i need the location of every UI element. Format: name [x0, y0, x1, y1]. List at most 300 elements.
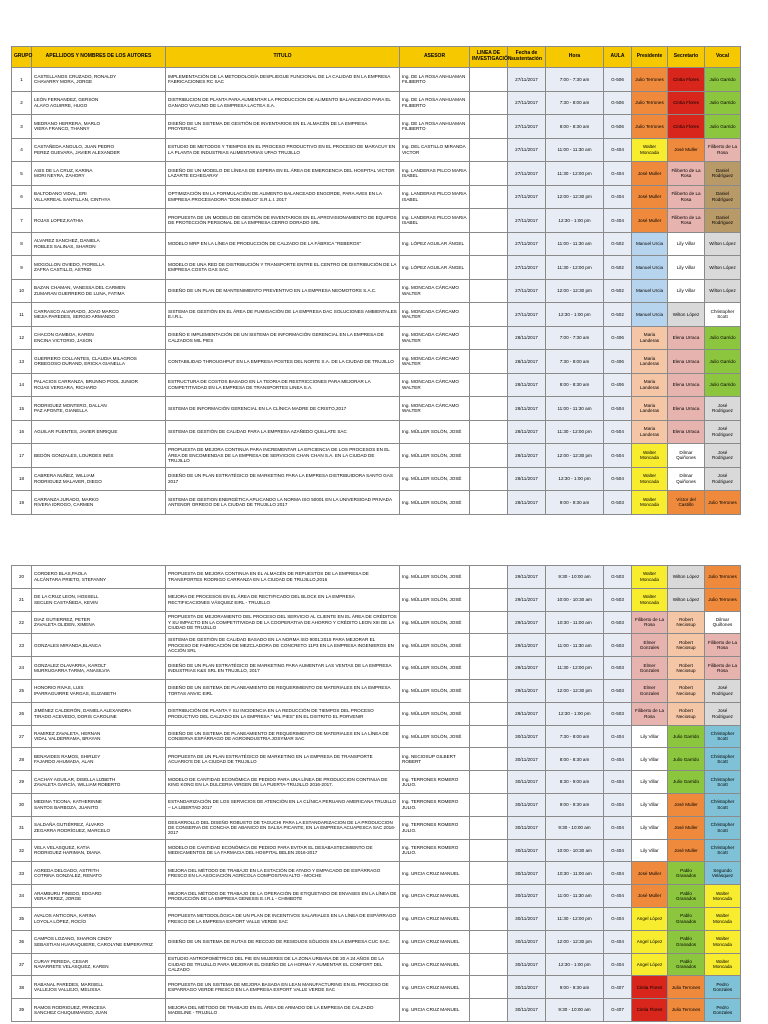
schedule-table-top — [11, 46, 741, 515]
authors-cell: CHACON GAMBOA, KAREN ENCINA VICTORIO, JASON — [32, 326, 166, 350]
col-header-linea: LINEA DE INVESTIGACIÓN — [470, 47, 508, 68]
secretary-cell: Pablo Granados — [668, 930, 705, 953]
group-number: 5 — [12, 162, 32, 186]
room-cell: G-502 — [604, 303, 632, 327]
time-cell: 11:00 - 11:30 am — [546, 885, 604, 908]
secretary-cell: Julio Terrones — [668, 976, 705, 999]
time-cell: 11:00 - 11:30 am — [546, 232, 604, 256]
table-row — [12, 373, 741, 397]
president-cell: Lily Villar — [632, 725, 668, 748]
defense-date-cell: 29/11/2017 — [508, 634, 546, 657]
advisor-cell: Ing. TERRONES ROMERO JULIO. — [400, 816, 470, 839]
table-row — [12, 588, 741, 611]
vocal-cell: José Rodriguez — [705, 702, 741, 725]
group-number: 21 — [12, 588, 32, 611]
room-cell: G-404 — [604, 953, 632, 976]
authors-cell: HONORIO RIVAS, LUIS IPARRAGUIRRE VARGAS, ELIZABETH — [32, 679, 166, 702]
defense-date-cell: 28/11/2017 — [508, 420, 546, 444]
table-row — [12, 679, 741, 702]
group-number: 34 — [12, 885, 32, 908]
authors-cell: CAMPOS LOZANO, SHARON CINDY SEBASTIAN HUARAQUIERE, CAROLYNE EMPERATRIZ — [32, 930, 166, 953]
vocal-cell: Julio Garrido — [705, 326, 741, 350]
defense-date-cell: 28/11/2017 — [508, 467, 546, 491]
time-cell: 8:00 - 8:30 am — [546, 115, 604, 139]
authors-cell: CARRASCO ALVARADO, JOAO MARCO MEJIA PAREDES, SERGIO ARMANDO — [32, 303, 166, 327]
advisor-cell: Ing. MÜLLER SOLÓN, JOSÉ — [400, 634, 470, 657]
col-header-asesor: ASESOR — [400, 47, 470, 68]
research-line-cell — [470, 611, 508, 634]
authors-cell: CASTAÑEDA ANGULO, JUAN PEDRO PEREZ GUEVARA, JAVIER ALEXANDER — [32, 138, 166, 162]
vocal-cell: Julio Terrones — [705, 491, 741, 515]
secretary-cell: Julio Garrido — [668, 748, 705, 771]
thesis-title-cell: DISEÑO DE UN PLAN ESTRATÉGICO DE MARKETING PARA AUMENTAR LAS VENTAS DE LA EMPRESA INDUSTRIAS K&S SRL EN TRUJILLO, 2017 — [166, 657, 400, 680]
room-cell: G-504 — [604, 467, 632, 491]
defense-date-cell: 27/11/2017 — [508, 91, 546, 115]
advisor-cell: Ing. LÓPEZ AGUILAR ÁNGEL — [400, 256, 470, 280]
secretary-cell: Cintia Flores — [668, 91, 705, 115]
thesis-title-cell: PROPUESTA DE MEJORA CONTINUA EN EL ALMACÉN DE REPUESTOS DE LA EMPRESA DE TRANSPORTES RODRIGO CARRANZA EN LA CIUDAD DE TRUJILLO,2016 — [166, 566, 400, 589]
defense-date-cell: 29/11/2017 — [508, 611, 546, 634]
time-cell: 11:30 - 12:00 pm — [546, 657, 604, 680]
thesis-title-cell: MEJORA DE PROCESOS EN EL ÁREA DE RECTIFICADO DEL BLOCK EN LA EMPRESA RECTIFICACIONES VÁSQUEZ EIRL - TRUJILLO — [166, 588, 400, 611]
president-cell: Lily Villar — [632, 748, 668, 771]
president-cell: Walter Moncada — [632, 566, 668, 589]
time-cell: 9:30 - 10:00 am — [546, 566, 604, 589]
secretary-cell: Robert Neciosup — [668, 679, 705, 702]
table-row — [12, 930, 741, 953]
group-number: 4 — [12, 138, 32, 162]
vocal-cell: Christopher Scott — [705, 771, 741, 794]
authors-cell: CABRERA NUÑEZ, WILLIAM RODRIGUEZ MALAVER, DIEGO — [32, 467, 166, 491]
secretary-cell: Robert Neciosup — [668, 702, 705, 725]
time-cell: 8:30 - 9:00 am — [546, 771, 604, 794]
advisor-cell: Ing. LANDERAS PILCO MARIA ISABEL — [400, 209, 470, 233]
research-line-cell — [470, 256, 508, 280]
advisor-cell: Ing. TERRONES ROMERO JULIO. — [400, 839, 470, 862]
time-cell: 7:00 - 7:30 am — [546, 326, 604, 350]
defense-date-cell: 28/11/2017 — [508, 491, 546, 515]
group-number: 14 — [12, 373, 32, 397]
table-row — [12, 397, 741, 421]
defense-date-cell: 27/11/2017 — [508, 256, 546, 280]
president-cell: Angel López — [632, 907, 668, 930]
advisor-cell: Ing. MÜLLER SOLÓN, JOSÉ — [400, 725, 470, 748]
authors-cell: SALDAÑA GUTIÉRREZ, ÁLVARO ZEGARRA RODRÍGUEZ, MARCELO — [32, 816, 166, 839]
research-line-cell — [470, 816, 508, 839]
research-line-cell — [470, 232, 508, 256]
table-row — [12, 279, 741, 303]
president-cell: Lily Villar — [632, 771, 668, 794]
time-cell: 12:30 - 1:00 pm — [546, 953, 604, 976]
vocal-cell: Daniel Rodríguez — [705, 209, 741, 233]
secretary-cell: Pablo Granados — [668, 953, 705, 976]
thesis-title-cell: DISEÑO DE UN SISTEMA DE PLANEAMIENTO DE REQUERIMIENTO DE MATERIALES EN LA EMPRESA TORTAS ANVIC EIRL — [166, 679, 400, 702]
room-cell: G-404 — [604, 748, 632, 771]
table-row — [12, 162, 741, 186]
advisor-cell: Ing. MÜLLER SOLÓN, JOSÉ — [400, 611, 470, 634]
thesis-title-cell: PROPUESTA DE UN PLAN ESTRATÉGICO DE MARKETING EN LA EMPRESA DE TRANSPORTE ACUARIO'S DE LA CIUDAD DE TRUJILLO — [166, 748, 400, 771]
advisor-cell: Ing. DE LA ROSA ANHUAMAN FILIBERTO — [400, 68, 470, 92]
secretary-cell: Elena Urraca — [668, 420, 705, 444]
thesis-title-cell: MEJORA DEL MÉTODO DE TRABAJO DE LA OPERACIÓN DE ETIQUETADO DE ENVASES EN LA LÍNEA DE PRODUCCIÓN DE LA EMPRESA GENESIS E.I.R.L - CHIMBOTE — [166, 885, 400, 908]
group-number: 20 — [12, 566, 32, 589]
advisor-cell: Ing. TERRONES ROMERO JULIO. — [400, 771, 470, 794]
defense-date-cell: 29/11/2017 — [508, 566, 546, 589]
advisor-cell: Ing. MÜLLER SOLÓN, JOSÉ — [400, 444, 470, 468]
room-cell: G-504 — [604, 420, 632, 444]
room-cell: G-404 — [604, 793, 632, 816]
room-cell: G-404 — [604, 185, 632, 209]
research-line-cell — [470, 976, 508, 999]
table-row — [12, 420, 741, 444]
thesis-title-cell: SISTEMA DE GESTIÓN DE CALIDAD BASADO EN LA NORMA ISO 9001:2015 PARA MEJORAR EL PROCESO DE FABRICACIÓN DE MEZCLADORA DE CONCRETO 11P3 EN LA EMPRESA INGENIEROS EN ACCIÓN SRL — [166, 634, 400, 657]
time-cell: 11:00 - 11:30 am — [546, 138, 604, 162]
president-cell: Maria Landeras — [632, 397, 668, 421]
group-number: 36 — [12, 930, 32, 953]
thesis-title-cell: SISTEMA DE INFORMACIÓN GERENCIAL EN LA CLÍNICA MADRE DE CRISTO,2017 — [166, 397, 400, 421]
president-cell: Walter Moncada — [632, 491, 668, 515]
advisor-cell: Ing. MONCADA CÁRCAMO WALTER — [400, 326, 470, 350]
vocal-cell: Julio Terrones — [705, 566, 741, 589]
room-cell: G-503 — [604, 634, 632, 657]
authors-cell: ASIS DE LA CRUZ, KARINA MORI NEYRA, ZAHORY — [32, 162, 166, 186]
defense-date-cell: 30/11/2017 — [508, 976, 546, 999]
research-line-cell — [470, 657, 508, 680]
thesis-title-cell: OPTIMIZACIÓN EN LA FORMULACIÓN DE ALIMENTO BALANCEADO ENGORDE, PARA AVES EN LA EMPRESA PROCESADORA "DON EMILIO" S.R.L.I. 2017 — [166, 185, 400, 209]
thesis-title-cell: MODELO DE CANTIDAD ECONÓMICA DE PEDIDO PARA UNA LÍNEA DE PRODUCCION CONTINUA DE KING KONG EN LA DULCERIA VIRGEN DE LA PUERTA-TRUJILLO 2016-2017. — [166, 771, 400, 794]
room-cell: G-404 — [604, 771, 632, 794]
president-cell: Maria Landeras — [632, 326, 668, 350]
secretary-cell: Dilmar Quiñones — [668, 444, 705, 468]
time-cell: 12:00 - 12:30 pm — [546, 444, 604, 468]
table-row — [12, 976, 741, 999]
group-number: 32 — [12, 839, 32, 862]
authors-cell: DE LA CRUZ LEON, HOSSELL SECLEN CASTAÑEDA, KEVIN — [32, 588, 166, 611]
time-cell: 9:00 - 9:30 am — [546, 976, 604, 999]
time-cell: 11:30 - 12:00 pm — [546, 162, 604, 186]
research-line-cell — [470, 303, 508, 327]
col-header-presidente: Presidente — [632, 47, 668, 68]
advisor-cell: Ing. NECIOSUP GILBERT ROBERT — [400, 748, 470, 771]
secretary-cell: Elena Urraca — [668, 397, 705, 421]
time-cell: 7:30 - 8:00 am — [546, 725, 604, 748]
vocal-cell: José Rodriguez — [705, 420, 741, 444]
authors-cell: RAMIREZ ZAVALETA, HERNAN VIDAL VALDERRAMA, BRAYAN — [32, 725, 166, 748]
research-line-cell — [470, 162, 508, 186]
time-cell: 12:30 - 1:00 pm — [546, 209, 604, 233]
research-line-cell — [470, 397, 508, 421]
room-cell: G-503 — [604, 679, 632, 702]
time-cell: 10:00 - 10:30 am — [546, 588, 604, 611]
authors-cell: BEDÓN GONZALES, LOURDES INÉS — [32, 444, 166, 468]
group-number: 1 — [12, 68, 32, 92]
thesis-title-cell: MODELO MRP EN LA LÍNEA DE PRODUCCIÓN DE CALZADO DE LA FÁBRICA "REBEROX" — [166, 232, 400, 256]
room-cell: G-503 — [604, 566, 632, 589]
col-header-vocal: Vocal — [705, 47, 741, 68]
defense-date-cell: 30/11/2017 — [508, 999, 546, 1022]
research-line-cell — [470, 862, 508, 885]
room-cell: G-503 — [604, 702, 632, 725]
group-number: 39 — [12, 999, 32, 1022]
vocal-cell: José Rodriguez — [705, 397, 741, 421]
thesis-title-cell: SISTEMA DE GESTIÓN EN EL ÁREA DE FUMIGACIÓN DE LA EMPRESA DAC SOLUCIONES AMBIENTALES E.I.R.L. — [166, 303, 400, 327]
thesis-title-cell: DESARROLLO DEL DISEÑO ROBUSTO DE TAGUCHI PARA LA ESTANDARIZACION DE LA PRODUCCION DE CONSERVA DE CONCHA DE ABANICO EN SALSA PICANTE, EN LA EMPRESA ACUAPESCA SAC 2016-2017 — [166, 816, 400, 839]
room-cell: G-404 — [604, 138, 632, 162]
president-cell: Filiberto de La Rosa — [632, 702, 668, 725]
time-cell: 12:00 - 12:30 pm — [546, 930, 604, 953]
authors-cell: GONZALEZ OLAVARRIA, KAROLT MURRUGARRA TARMA, ANASILVIA — [32, 657, 166, 680]
group-number: 16 — [12, 420, 32, 444]
time-cell: 10:30 - 11:00 am — [546, 862, 604, 885]
advisor-cell: Ing. MONCADA CÁRCAMO WALTER — [400, 397, 470, 421]
room-cell: G-404 — [604, 839, 632, 862]
thesis-title-cell: PROPUESTA DE MEJORAMIENTO DEL PROCESO DEL SERVICIO AL CLIENTE EN EL ÁREA DE CRÉDITOS Y SU IMPACTO EN LA COMPETITIVIDAD DE LA COOPERATIVA DE AHORRO Y CRÉDITO LEON XIII DE LA CIUDAD DE TRUJILLO — [166, 611, 400, 634]
research-line-cell — [470, 326, 508, 350]
group-number: 25 — [12, 679, 32, 702]
room-cell: G-504 — [604, 397, 632, 421]
defense-date-cell: 30/11/2017 — [508, 748, 546, 771]
table-row — [12, 68, 741, 92]
defense-date-cell: 27/11/2017 — [508, 185, 546, 209]
table-row — [12, 862, 741, 885]
room-cell: G-506 — [604, 68, 632, 92]
time-cell: 10:00 - 10:30 am — [546, 839, 604, 862]
table-row — [12, 725, 741, 748]
secretary-cell: Robert Neciosup — [668, 611, 705, 634]
time-cell: 9:30 - 10:00 am — [546, 816, 604, 839]
secretary-cell: Julio Terrones — [668, 999, 705, 1022]
time-cell: 7:30 - 8:00 am — [546, 350, 604, 374]
authors-cell: BALTODANO VIDAL, ERI VILLARREAL SANTILLAN, CINTHYA — [32, 185, 166, 209]
group-number: 11 — [12, 303, 32, 327]
defense-date-cell: 28/11/2017 — [508, 444, 546, 468]
president-cell: Julio Terrones — [632, 115, 668, 139]
advisor-cell: Ing. URCIA CRUZ MANUEL — [400, 862, 470, 885]
thesis-title-cell: DISEÑO DE UN MODELO DE LÍNEAS DE ESPERA EN EL ÁREA DE EMERGENCIA DEL HOSPITAL VICTOR LAZARTE ECHEGARAY — [166, 162, 400, 186]
time-cell: 8:00 - 8:30 am — [546, 373, 604, 397]
vocal-cell: Christopher Scott — [705, 748, 741, 771]
authors-cell: CURAY PEREDA, CESAR NAVARRETE VELASQUEZ, KAREN — [32, 953, 166, 976]
advisor-cell: Ing. LÓPEZ AGUILAR ÁNGEL — [400, 232, 470, 256]
thesis-title-cell: ESTANDARIZACIÓN DE LOS SERVICIOS DE ATENCIÓN EN LA CLÍNICA PERUANO AMERICANA TRUJILLO – LA LIBERTAD 2017 — [166, 793, 400, 816]
room-cell: G-404 — [604, 885, 632, 908]
research-line-cell — [470, 748, 508, 771]
authors-cell: RAMOS RODRIGUEZ, PRINCESA SANCHEZ CHUQUIMANGO, JUAN — [32, 999, 166, 1022]
vocal-cell: Christopher Scott — [705, 793, 741, 816]
defense-date-cell: 28/11/2017 — [508, 397, 546, 421]
defense-date-cell: 30/11/2017 — [508, 885, 546, 908]
authors-cell: MEDRANO HERRERA, MARLO VIERA FRANCO, THANNY — [32, 115, 166, 139]
secretary-cell: Elena Urraca — [668, 373, 705, 397]
advisor-cell: Ing. DE LA ROSA ANHUAMAN FILIBERTO — [400, 91, 470, 115]
president-cell: Walter Moncada — [632, 444, 668, 468]
secretary-cell: Cintia Flores — [668, 68, 705, 92]
room-cell: G-503 — [604, 491, 632, 515]
time-cell: 12:00 - 12:30 pm — [546, 679, 604, 702]
thesis-title-cell: DISEÑO DE UN SISTEMA DE PLANEAMIENTO DE REQUERIMIENTO DE MATERIALES EN LA LÍNEA DE CONSERVA ESPÁRRAGO DE AGROINDUSTRIA JOSYMAR SAC — [166, 725, 400, 748]
authors-cell: BAZAN CHAMAN, VANESSA DEL CARMEN ZUMARAN GUERRERO DE LUNA, FATIMA — [32, 279, 166, 303]
defense-date-cell: 29/11/2017 — [508, 702, 546, 725]
president-cell: Maria Landeras — [632, 350, 668, 374]
group-number: 12 — [12, 326, 32, 350]
table-row — [12, 566, 741, 589]
vocal-cell: Julio Garrido — [705, 350, 741, 374]
president-cell: José Muller — [632, 185, 668, 209]
research-line-cell — [470, 279, 508, 303]
table-row — [12, 444, 741, 468]
advisor-cell: Ing. MÜLLER SOLÓN, JOSÉ — [400, 679, 470, 702]
vocal-cell: Segundo Velásquez — [705, 862, 741, 885]
research-line-cell — [470, 588, 508, 611]
research-line-cell — [470, 444, 508, 468]
room-cell: G-406 — [604, 373, 632, 397]
table-row — [12, 885, 741, 908]
defense-date-cell: 30/11/2017 — [508, 953, 546, 976]
authors-cell: RABANAL PAREDES, MARISELL VALLEJOS VALLEJO, MELISSA — [32, 976, 166, 999]
research-line-cell — [470, 702, 508, 725]
secretary-cell: Wilton López — [668, 566, 705, 589]
defense-date-cell: 27/11/2017 — [508, 162, 546, 186]
advisor-cell: Ing. MÜLLER SOLÓN, JOSÉ — [400, 588, 470, 611]
group-number: 17 — [12, 444, 32, 468]
table-row — [12, 702, 741, 725]
defense-date-cell: 30/11/2017 — [508, 725, 546, 748]
group-number: 23 — [12, 634, 32, 657]
authors-cell: GONZALES MIRANDA,BLANCA — [32, 634, 166, 657]
authors-cell: AGUILAR FUENTES, JAVIER ENRIQUE — [32, 420, 166, 444]
research-line-cell — [470, 350, 508, 374]
thesis-title-cell: DISTRIBUCION DE PLANTA PARA AUMENTAR LA PRODUCCION DE ALIMENTO BALANCEADO PARA EL GANADO VACUNO DE LA EMPRESA LACTEA S.A. — [166, 91, 400, 115]
secretary-cell: Filiberto de La Rosa — [668, 162, 705, 186]
secretary-cell: Robert Neciosup — [668, 657, 705, 680]
time-cell: 12:30 - 1:00 pm — [546, 303, 604, 327]
secretary-cell: Cintia Flores — [668, 115, 705, 139]
president-cell: Cintia Flores — [632, 976, 668, 999]
vocal-cell: Walter Moncada — [705, 930, 741, 953]
group-number: 28 — [12, 748, 32, 771]
authors-cell: MOGOLLON OVIEDO, FIORELLA ZAFRA CASTILLO, ASTRID — [32, 256, 166, 280]
president-cell: Maria Landeras — [632, 420, 668, 444]
vocal-cell: Wilton López — [705, 279, 741, 303]
time-cell: 12:00 - 12:30 pm — [546, 279, 604, 303]
president-cell: Angel López — [632, 930, 668, 953]
vocal-cell: Filiberto de La Rosa — [705, 634, 741, 657]
advisor-cell: Ing. URCIA CRUZ MANUEL — [400, 930, 470, 953]
advisor-cell: Ing. TERRONES ROMERO JULIO. — [400, 793, 470, 816]
vocal-cell: Walter Moncada — [705, 907, 741, 930]
defense-date-cell: 29/11/2017 — [508, 679, 546, 702]
president-cell: Lily Villar — [632, 793, 668, 816]
president-cell: José Muller — [632, 209, 668, 233]
vocal-cell: Christopher Scott — [705, 816, 741, 839]
defense-date-cell: 30/11/2017 — [508, 793, 546, 816]
room-cell: G-503 — [604, 611, 632, 634]
vocal-cell: Christopher Scott — [705, 839, 741, 862]
time-cell: 12:30 - 1:00 pm — [546, 702, 604, 725]
table-row — [12, 115, 741, 139]
thesis-title-cell: PROPUESTA DE UN MODELO DE GESTIÓN DE INVENTARIOS EN EL APROVISIONAMIENTO DE EQUIPOS DE PROTECCIÓN PERSONAL DE LA EMPRESA CERRO DORADO SRL — [166, 209, 400, 233]
room-cell: G-406 — [604, 326, 632, 350]
thesis-title-cell: SISTEMA DE GESTIÓN DE CALIDAD PARA LA EMPRESA AZAÑEDO QUILLATE SAC — [166, 420, 400, 444]
vocal-cell: Christopher Scott — [705, 725, 741, 748]
room-cell: G-503 — [604, 588, 632, 611]
secretary-cell: Dilmar Quiñones — [668, 467, 705, 491]
president-cell: Elmer Gonzales — [632, 634, 668, 657]
advisor-cell: Ing. MONCADA CÁRCAMO WALTER — [400, 373, 470, 397]
table-row — [12, 748, 741, 771]
defense-date-cell: 27/11/2017 — [508, 138, 546, 162]
authors-cell: CORDERO BLAS,PAOLA ALCÁNTARA PRIETO, STEFANNY — [32, 566, 166, 589]
advisor-cell: Ing. URCIA CRUZ MANUEL — [400, 953, 470, 976]
table-row — [12, 907, 741, 930]
vocal-cell: Julio Garrido — [705, 373, 741, 397]
time-cell: 12:30 - 1:00 pm — [546, 467, 604, 491]
vocal-cell: José Rodriguez — [705, 467, 741, 491]
president-cell: Manuel Urcia — [632, 303, 668, 327]
defense-date-cell: 30/11/2017 — [508, 771, 546, 794]
advisor-cell: Ing. MONCADA CÁRCAMO WALTER — [400, 303, 470, 327]
secretary-cell: Elena Urraca — [668, 326, 705, 350]
authors-cell: RODRIGUEZ MONTERO, DALLAN PAZ APONTE, GIANELLA — [32, 397, 166, 421]
table-row — [12, 634, 741, 657]
advisor-cell: Ing. MÜLLER SOLÓN, JOSÉ — [400, 420, 470, 444]
defense-date-cell: 27/11/2017 — [508, 303, 546, 327]
defense-date-cell: 27/11/2017 — [508, 209, 546, 233]
vocal-cell: Julio Garrido — [705, 115, 741, 139]
thesis-title-cell: PROPUESTA METODOLÓGICA DE UN PLAN DE INCENTIVOS SALARIALES EN LA LÍNEA DE ESPÁRRAGO FRESCO DE LA EMPRESA EXPORT VALLE VERDE SAC — [166, 907, 400, 930]
vocal-cell: Filiberto de La Rosa — [705, 657, 741, 680]
room-cell: G-407 — [604, 999, 632, 1022]
room-cell: G-506 — [604, 91, 632, 115]
col-header-fecha: Fecha de sustentación — [508, 47, 546, 68]
authors-cell: CACHAY AGUILAR, DISELLA LIZBETH ZAVALETA GARCÍA, WILLIAM ROBERTO — [32, 771, 166, 794]
table-row — [12, 185, 741, 209]
table-row — [12, 467, 741, 491]
authors-cell: ARAMBURU PINEDO, EDGARD VERA PEREZ, JORGE — [32, 885, 166, 908]
research-line-cell — [470, 999, 508, 1022]
group-number: 31 — [12, 816, 32, 839]
vocal-cell: Christopher Scott — [705, 303, 741, 327]
authors-cell: BENAVIDES RAMOS, SHIRLEY FAJARDO AHUMADA, ALAN — [32, 748, 166, 771]
defense-date-cell: 28/11/2017 — [508, 350, 546, 374]
thesis-title-cell: CONTABILIDAD THROUGHPUT EN LA EMPRESA POSTES DEL NORTE S.A. DE LA CIUDAD DE TRUJILLO — [166, 350, 400, 374]
secretary-cell: José Muller — [668, 816, 705, 839]
table-row — [12, 816, 741, 839]
room-cell: G-404 — [604, 162, 632, 186]
research-line-cell — [470, 907, 508, 930]
vocal-cell: Julio Garrido — [705, 91, 741, 115]
thesis-title-cell: DISTRIBUCIÓN DE PLANTA Y SU INCIDENCIA EN LA REDUCCIÓN DE TIEMPOS DEL PROCESO PRODUCTIVO DEL CALZADO EN LA EMPRESA " MIL PIES" EN EL DISTRITO EL PORVENIR — [166, 702, 400, 725]
authors-cell: DIAZ GUTIERREZ, PETER ZAVALETA OLIDEN, XIMENA — [32, 611, 166, 634]
secretary-cell: José Muller — [668, 793, 705, 816]
time-cell: 11:30 - 12:00 pm — [546, 420, 604, 444]
vocal-cell: Wilton López — [705, 232, 741, 256]
vocal-cell: Julio Garrido — [705, 68, 741, 92]
president-cell: Julio Terrones — [632, 91, 668, 115]
research-line-cell — [470, 491, 508, 515]
authors-cell: PALACIOS CARRANZA, BRUNNO POOL JUNIOR ROJAS VERGARA, RICHARD — [32, 373, 166, 397]
research-line-cell — [470, 68, 508, 92]
room-cell: G-404 — [604, 816, 632, 839]
time-cell: 9:00 - 9:30 am — [546, 491, 604, 515]
advisor-cell: Ing. URCIA CRUZ MANUEL — [400, 907, 470, 930]
time-cell: 11:30 - 12:00 pm — [546, 256, 604, 280]
president-cell: Angel López — [632, 953, 668, 976]
room-cell: G-502 — [604, 279, 632, 303]
thesis-title-cell: DISEÑO E IMPLEMENTACIÓN DE UN SISTEMA DE INFORMACIÓN GERENCIAL EN LA EMPRESA DE CALZADOS MIL PIES — [166, 326, 400, 350]
vocal-cell: Dilmar Quiñones — [705, 611, 741, 634]
thesis-title-cell: ESTRUCTURA DE COSTOS BASADO EN LA TEORIA DE RESTRICCIONES PARA MEJORAR LA COMPETITIVIDAD EN LA EMPRESA DE TRANSPORTES LINEA S.A. — [166, 373, 400, 397]
